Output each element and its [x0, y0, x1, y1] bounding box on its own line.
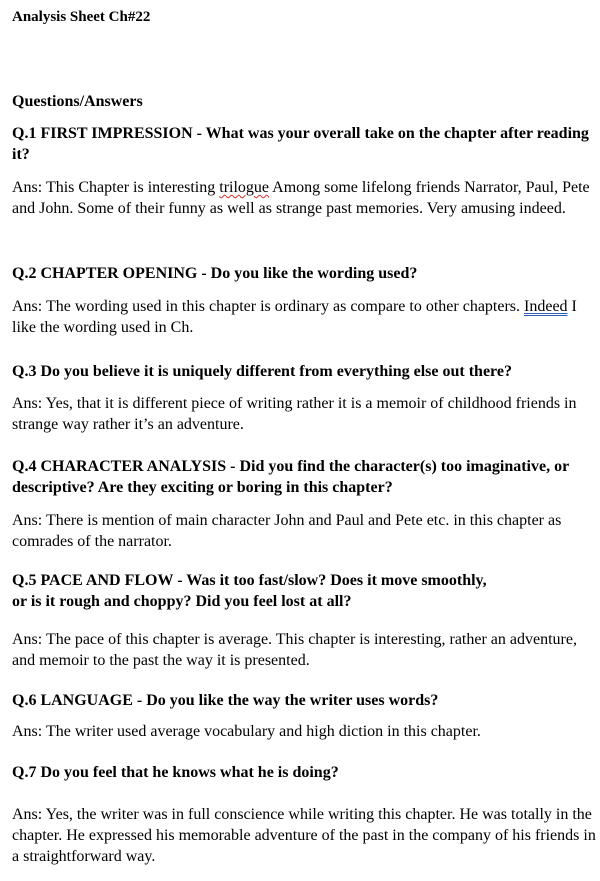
answer-5: Ans: The pace of this chapter is average. This chapter is interesting, rather an adventure, and memoir to the past the way it is presented. — [12, 631, 577, 669]
question-2: Q.2 CHAPTER OPENING - Do you like the wording used? — [12, 265, 418, 282]
answer-1: Ans: This Chapter is interesting trilogue Among some lifelong friends Narrator, Paul, Pete and John. Some of their funny as well as strange past memories. Very amusing indeed. — [12, 179, 590, 217]
answer-6: Ans: The writer used average vocabulary and high diction in this chapter. — [12, 723, 481, 740]
answer-3: Ans: Yes, that it is different piece of writing rather it is a memoir of childhood friends in strange way rather it’s an adventure. — [12, 395, 577, 433]
section-heading: Questions/Answers — [12, 93, 143, 110]
question-3: Q.3 Do you believe it is uniquely different from everything else out there? — [12, 363, 512, 380]
question-6: Q.6 LANGUAGE - Do you like the way the writer uses words? — [12, 692, 439, 709]
question-5: Q.5 PACE AND FLOW - Was it too fast/slow? Does it move smoothly, or is it rough and choppy? Did you feel lost at all? — [12, 572, 487, 610]
spellcheck-flagged-word: trilogue — [219, 179, 270, 196]
answer-4: Ans: There is mention of main character John and Paul and Pete etc. in this chapter as comrades of the narrator. — [12, 512, 562, 550]
answer-7: Ans: Yes, the writer was in full conscience while writing this chapter. He was totally in the chapter. He expressed his memorable adventure of the past in the company of his friends in a straightforward way. — [12, 806, 596, 865]
grammar-flagged-word: Indeed — [524, 298, 568, 315]
document-title: Analysis Sheet Ch#22 — [12, 9, 151, 25]
question-4: Q.4 CHARACTER ANALYSIS - Did you find the character(s) too imaginative, or descriptive? Are they exciting or boring in this chapter? — [12, 458, 569, 496]
question-1: Q.1 FIRST IMPRESSION - What was your overall take on the chapter after reading it? — [12, 125, 589, 163]
question-7: Q.7 Do you feel that he knows what he is doing? — [12, 764, 339, 781]
answer-2: Ans: The wording used in this chapter is ordinary as compare to other chapters. Indeed I like the wording used in Ch. — [12, 298, 577, 336]
